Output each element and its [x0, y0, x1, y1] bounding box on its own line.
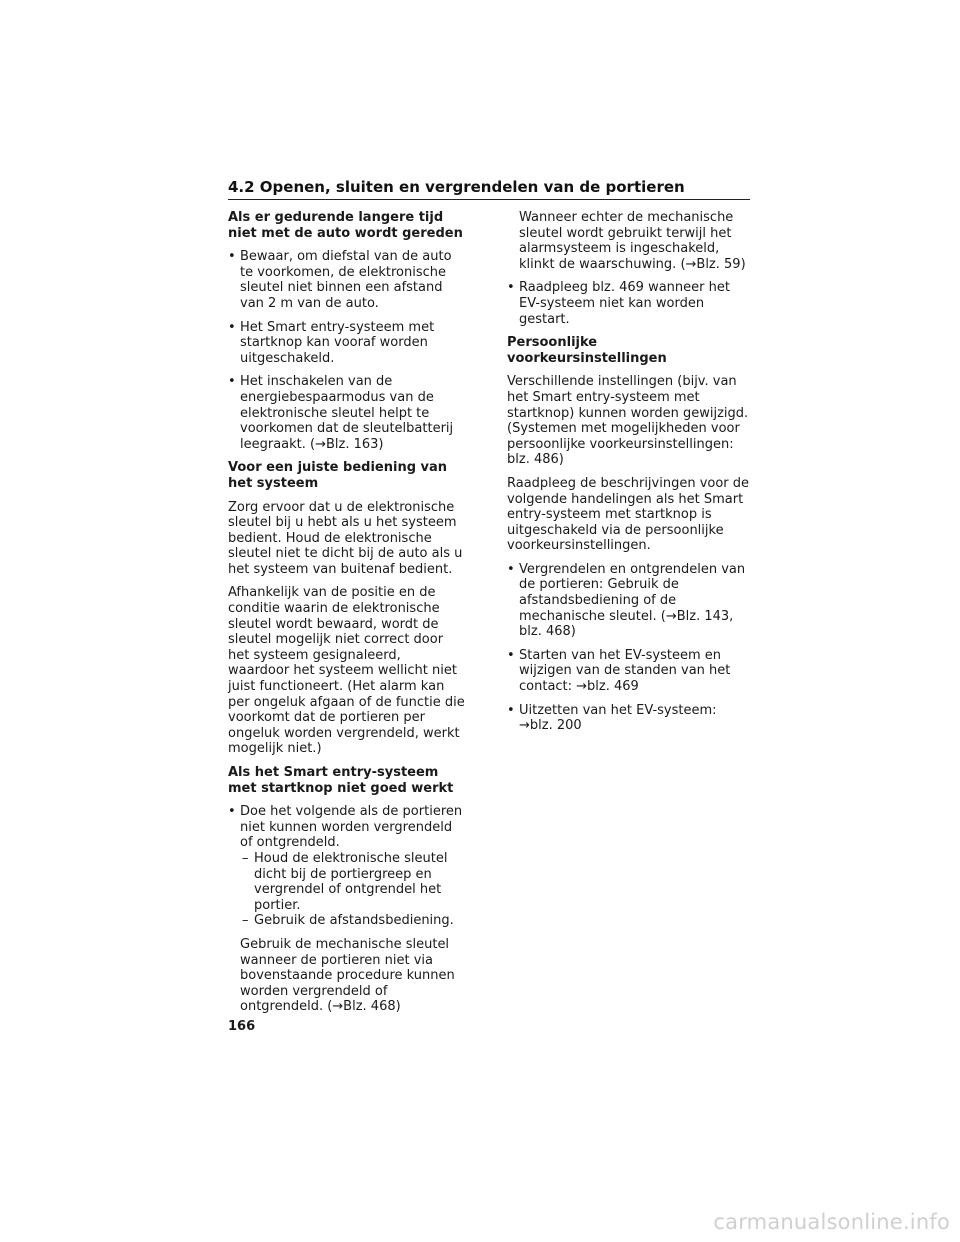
paragraph: Zorg ervoor dat u de elektronische sleutel bij u hebt als u het systeem bedient. Houd de elektronische sleutel niet te dicht bij de auto als u het systeem van buitenaf bedient.: [228, 499, 463, 577]
list-item: • Het Smart entry-systeem met startknop kan vooraf worden uitgeschakeld.: [228, 320, 466, 367]
page-number: 166: [228, 1019, 256, 1034]
right-column: [507, 210, 750, 742]
list-item: [228, 804, 466, 1015]
bullet-list-procedures: [507, 562, 750, 734]
list-item: • Uitzetten van het EV-systeem: →blz. 200: [507, 703, 750, 734]
dash-item: – Gebruik de afstandsbediening.: [240, 913, 466, 929]
heading-long-term-storage: Als er gedurende langere tijd niet met de auto wordt gereden: [228, 210, 463, 241]
continued-paragraph: Wanneer echter de mechanische sleutel wordt gebruikt terwijl het alarmsysteem is ingeschakeld, klinkt de waarschuwing. (→Blz. 59): [519, 210, 746, 272]
list-item-note: Gebruik de mechanische sleutel wanneer de portieren niet via bovenstaande procedure kunnen worden vergrendeld of ontgrendeld. (→Blz. 468): [240, 936, 455, 1015]
list-item: • Bewaar, om diefstal van de auto te voorkomen, de elektronische sleutel niet binnen een afstand van 2 m van de auto.: [228, 249, 466, 311]
bullet-list-storage: [228, 249, 466, 452]
list-item: • Het inschakelen van de energiebespaarmodus van de elektronische sleutel helpt te voorkomen dat de sleutelbatterij leegraakt. (→Blz. 163): [228, 374, 466, 452]
watermark: carmanualsonline.info: [713, 1210, 950, 1234]
heading-correct-operation: Voor een juiste bediening van het systeem: [228, 460, 448, 491]
bullet-list-malfunction: [228, 804, 466, 1015]
heading-personal-settings: Persoonlijke voorkeursinstellingen: [507, 335, 667, 366]
list-item: • Starten van het EV-systeem en wijzigen van de standen van het contact: →blz. 469: [507, 648, 750, 695]
dash-list: [240, 851, 466, 929]
bullet-list-ev-start: [507, 280, 750, 327]
paragraph: Verschillende instellingen (bijv. van het Smart entry-systeem met startknop) kunnen worden gewijzigd. (Systemen met mogelijkheden voor persoonlijke voorkeursinstellingen: blz. 486): [507, 374, 749, 468]
list-item-text: Doe het volgende als de portieren niet kunnen worden vergrendeld of ontgrendeld.: [240, 804, 463, 851]
list-item: • Raadpleeg blz. 469 wanneer het EV-systeem niet kan worden gestart.: [507, 280, 750, 327]
section-header: 4.2 Openen, sluiten en vergrendelen van de portieren: [228, 178, 750, 200]
list-item: • Vergrendelen en ontgrendelen van de portieren: Gebruik de afstandsbediening of de mechanische sleutel. (→Blz. 143, blz. 468): [507, 562, 750, 640]
paragraph: Afhankelijk van de positie en de conditie waarin de elektronische sleutel wordt bewaard, wordt de sleutel mogelijk niet correct door het systeem gesignaleerd, waardoor het systeem wellicht niet juist functioneert. (Het alarm kan per ongeluk afgaan of de functie die voorkomt dat de portieren per ongeluk worden vergrendeld, werkt mogelijk niet.): [228, 585, 465, 757]
left-column: [228, 210, 466, 1023]
heading-malfunction: Als het Smart entry-systeem met startknop niet goed werkt: [228, 765, 454, 796]
dash-item: – Houd de elektronische sleutel dicht bij de portiergreep en vergrendel of ontgrendel het portier.: [240, 851, 466, 913]
paragraph: Raadpleeg de beschrijvingen voor de volgende handelingen als het Smart entry-systeem met startknop is uitgeschakeld via de persoonlijke voorkeursinstellingen.: [507, 475, 750, 554]
